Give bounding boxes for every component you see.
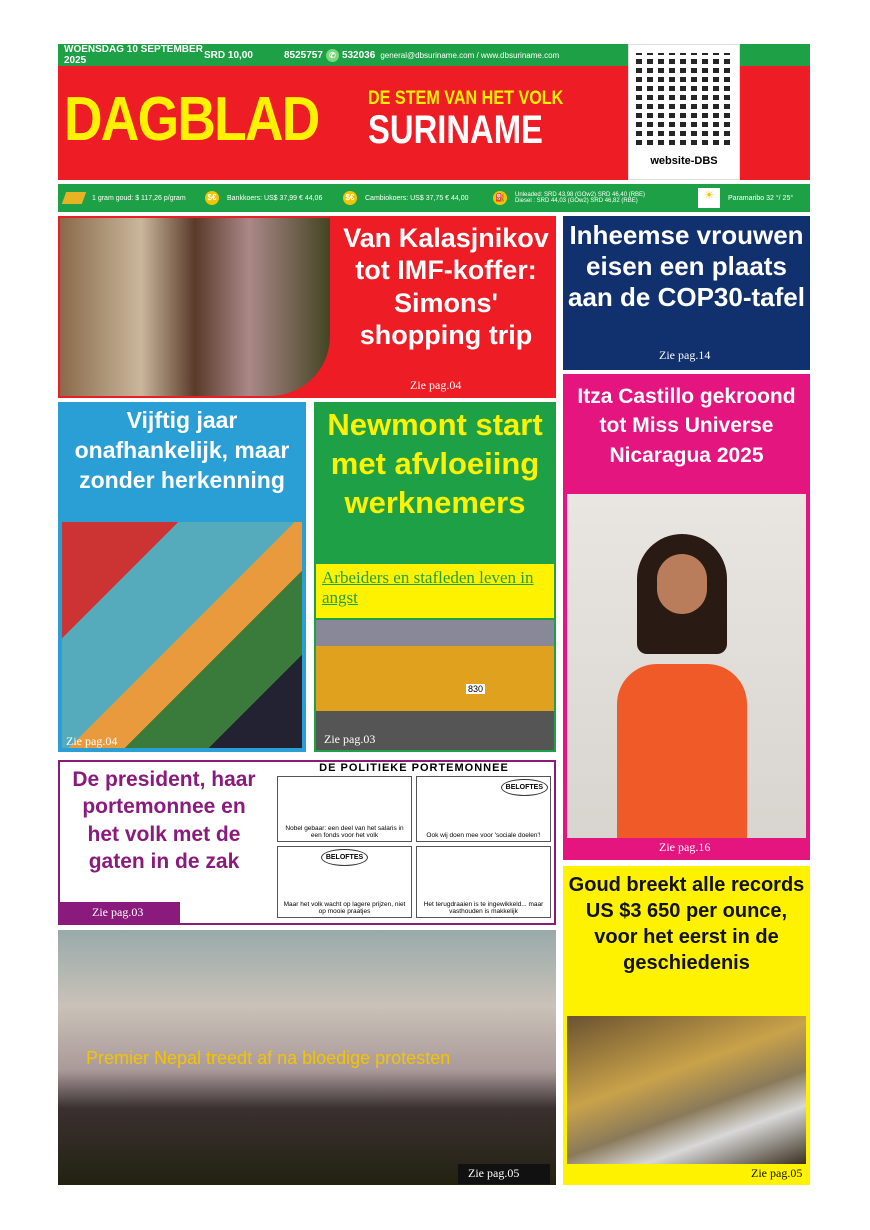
cartoon-panel: Nobel gebaar: een deel van het salaris in een fonds voor het volk <box>277 776 412 842</box>
subheadline[interactable]: Arbeiders en stafleden leven in angst <box>316 564 554 618</box>
cartoon-panel: Ook wij doen mee voor 'sociale doelen'! <box>426 831 541 839</box>
gold-price: 1 gram goud: $ 117,26 p/gram <box>92 194 186 202</box>
article-nepal[interactable] <box>58 930 556 1185</box>
price: SRD 10,00 <box>204 49 253 61</box>
mining-truck-photo <box>316 620 554 750</box>
article-president[interactable] <box>58 760 556 925</box>
page-ref: Zie pag.05 <box>458 1164 550 1184</box>
headline: De president, haar portemonnee en het volk met de gaten in de zak <box>72 768 256 873</box>
article-inheemse[interactable] <box>563 216 810 370</box>
weather-icon: ☀ <box>698 188 720 208</box>
article-vijftig[interactable] <box>58 402 306 752</box>
headline: Newmont start met afvloeiing werknemers <box>327 407 543 520</box>
cartoon-title: DE POLITIEKE PORTEMONNEE <box>319 762 509 774</box>
phone-1: 8525757 <box>284 49 323 61</box>
headline: Vijftig jaar onafhankelijk, maar zonder herkenning <box>74 407 290 493</box>
speech-bubble: BELOFTES <box>501 779 548 796</box>
cartoon <box>274 762 554 923</box>
cartoon-panel: Maar het volk wacht op lagere prijzen, niet op mooie praatjes <box>283 901 406 915</box>
phone-icon: ✆ <box>326 49 339 62</box>
masthead-title: DAGBLAD <box>64 85 319 154</box>
speech-bubble: BELOFTES <box>321 849 368 866</box>
page-ref: Zie pag.04 <box>66 734 118 748</box>
headline: Goud breekt alle records US $3 650 per ounce, voor het eerst in de geschiedenis <box>568 874 805 974</box>
miss-universe-photo <box>567 494 806 838</box>
cambio-rate: Cambiokoers: US$ 37,75 € 44,00 <box>365 194 469 202</box>
headline: Itza Castillo gekroond tot Miss Universe Nicaragua 2025 <box>577 385 796 467</box>
headline: Van Kalasjnikov tot IMF-koffer: Simons' shopping trip <box>343 223 549 351</box>
fuel-diesel: Diesel : SRD 44,03 (GOw2) SRD 46,82 (RBE) <box>515 198 638 204</box>
fuel-pump-icon: ⛽ <box>493 191 507 205</box>
article-simons[interactable] <box>58 216 556 398</box>
article-itza[interactable] <box>563 374 810 860</box>
phone-2: 532036 <box>341 49 376 61</box>
currency-coin-icon: $€ <box>205 191 219 205</box>
bank-rate: Bankkoers: US$ 37,99 € 44,06 <box>227 194 323 202</box>
qr-code-image <box>636 53 732 149</box>
masthead-subtitle: SURINAME <box>368 108 543 152</box>
issue-date: WOENSDAG 10 SEPTEMBER 2025 <box>64 44 203 66</box>
page-ref: Zie pag.03 <box>60 902 180 924</box>
weather: Paramaribo 32 °/ 25° <box>728 194 794 202</box>
fuel-unleaded: Unleaded: SRD 43,98 (GOw2) SRD 46,40 (RBE) <box>515 192 646 198</box>
article-newmont[interactable] <box>314 402 556 752</box>
photo-collage <box>62 522 302 748</box>
page-ref: Zie pag.03 <box>324 732 376 746</box>
truck-number: 830 <box>468 684 484 694</box>
page-ref: Zie pag.14 <box>659 348 711 362</box>
headline: Premier Nepal treedt af na bloedige protesten <box>86 1048 451 1068</box>
gold-bars-photo <box>567 1016 806 1164</box>
headline: Inheemse vrouwen eisen een plaats aan de COP30-tafel <box>568 220 805 313</box>
currency-coin-icon: $€ <box>343 191 357 205</box>
page-ref: Zie pag.16 <box>659 840 711 854</box>
page-ref: Zie pag.04 <box>410 378 462 392</box>
gold-bar-icon <box>62 192 86 204</box>
article-goud[interactable] <box>563 866 810 1185</box>
contact: general@dbsuriname.com / www.dbsuriname.com <box>380 50 560 60</box>
masthead-slogan: DE STEM VAN HET VOLK <box>368 88 564 109</box>
qr-label: website-DBS <box>650 155 718 167</box>
qr-code[interactable] <box>628 44 740 180</box>
cartoon-panel: Het terugdraaien is te ingewikkeld... maar vasthouden is makkelijk <box>416 846 551 919</box>
photo-collage <box>60 218 330 396</box>
page-ref: Zie pag.05 <box>751 1166 803 1180</box>
info-bar <box>58 184 810 212</box>
